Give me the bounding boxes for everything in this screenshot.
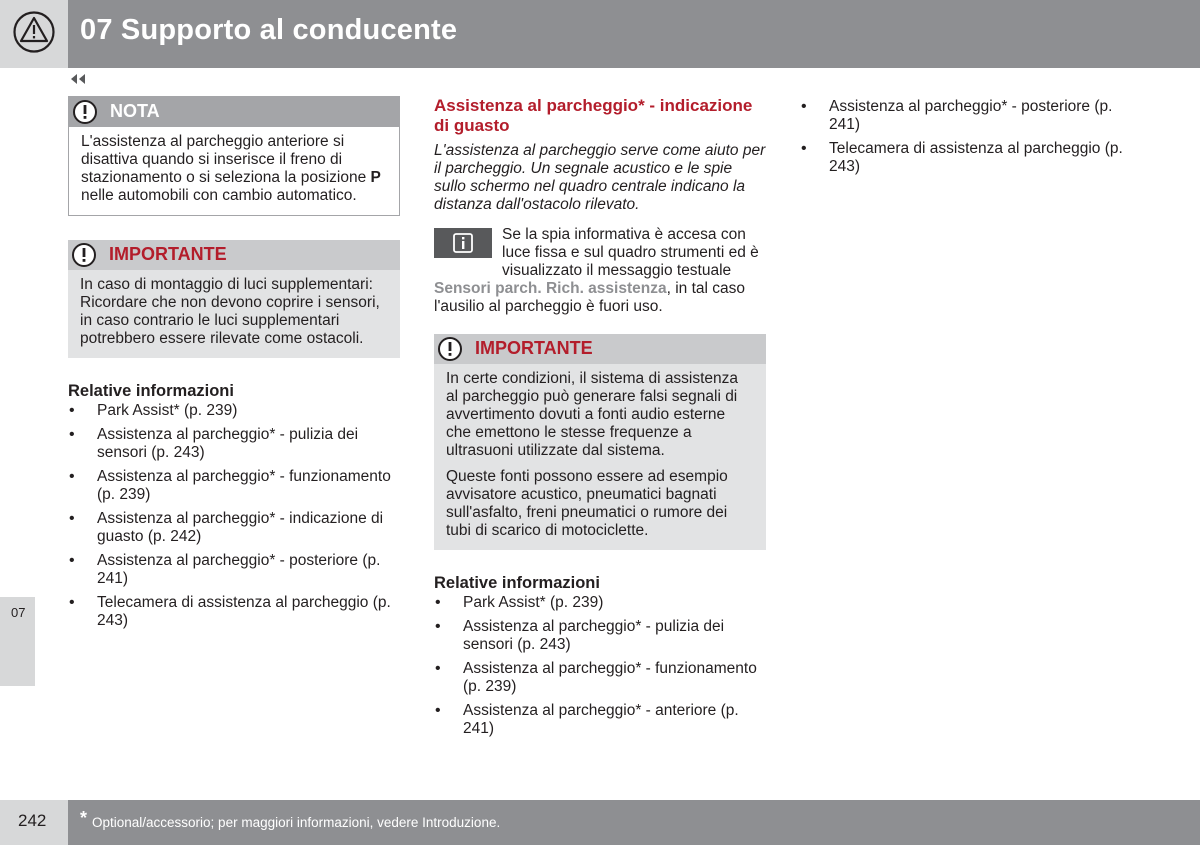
- section-title: Assistenza al parcheggio* - indicazione di guasto: [434, 96, 753, 135]
- info-row: [434, 226, 766, 280]
- related-info-title: Relative informazioni: [68, 382, 234, 400]
- important-box: [68, 240, 400, 358]
- important-box-2-para1: In certe condizioni, il sistema di assistenza al parcheggio può generare falsi segnali di avvertimento dovuti a fonti audio esterne che emettono le stesse frequenze a ultrasuoni utilizzate dal sistema.: [446, 370, 739, 459]
- double-chevron-left-icon[interactable]: [69, 73, 87, 85]
- related-link[interactable]: • Park Assist* (p. 239): [68, 402, 400, 420]
- warning-triangle-icon: [12, 10, 56, 54]
- note-text-pre: L'assistenza al parcheggio anteriore si disattiva quando si inserisce il freno di stazionamento o si seleziona la posizione: [81, 133, 371, 186]
- related-link[interactable]: • Assistenza al parcheggio* - indicazione di guasto (p. 242): [68, 510, 400, 546]
- important-box-label: IMPORTANTE: [109, 244, 227, 264]
- note-text-bold: P: [370, 169, 381, 186]
- important-box-2-header: [434, 334, 766, 364]
- note-box: [68, 96, 400, 216]
- information-icon: [434, 228, 492, 258]
- chapter-tab[interactable]: [0, 597, 35, 686]
- related-info-list: [68, 402, 400, 630]
- note-box-header: [69, 97, 399, 127]
- related-info-list-2: [434, 594, 766, 738]
- menu-text-paragraph: [434, 280, 766, 316]
- after-menu-text: , in tal caso l'ausilio al parcheggio è fuori uso.: [434, 280, 745, 315]
- related-info-title-2: Relative informazioni: [434, 574, 600, 592]
- important-box-body: [68, 270, 400, 358]
- related-link[interactable]: • Assistenza al parcheggio* - posteriore (p. 241): [68, 552, 400, 588]
- important-box-header: [68, 240, 400, 270]
- column-2: [434, 96, 766, 744]
- footnote-star: *: [80, 808, 88, 828]
- related-link[interactable]: • Assistenza al parcheggio* - funzionamento (p. 239): [434, 660, 766, 696]
- important-box-2-para2: Queste fonti possono essere ad esempio avvisatore acustico, pneumatici bagnati sull'asfalto, freni pneumatici o rumore dei tubi di scarico di motociclette.: [446, 468, 728, 539]
- footnote-text: Optional/accessorio; per maggiori informazioni, vedere Introduzione.: [92, 815, 501, 830]
- related-info-list-3: [800, 98, 1140, 176]
- note-text-post: nelle automobili con cambio automatico.: [81, 187, 357, 204]
- note-box-body: [69, 127, 399, 215]
- info-text: Se la spia informativa è accesa con luce fissa e sul quadro strumenti ed è visualizzato il messaggio testuale: [502, 226, 759, 279]
- related-link[interactable]: • Assistenza al parcheggio* - pulizia dei sensori (p. 243): [434, 618, 766, 654]
- exclamation-circle-icon: [437, 336, 463, 362]
- related-link[interactable]: • Telecamera di assistenza al parcheggio (p. 243): [68, 594, 400, 630]
- section-intro: L'assistenza al parcheggio serve come aiuto per il parcheggio. Un segnale acustico e le spie sullo schermo nel quadro centrale indicano la distanza dall'ostacolo rilevato.: [434, 142, 766, 213]
- page-number: 242: [18, 811, 47, 830]
- column-3: [800, 96, 1140, 182]
- column-1: [68, 96, 400, 636]
- related-link[interactable]: • Assistenza al parcheggio* - posteriore (p. 241): [800, 98, 1140, 134]
- related-link[interactable]: • Park Assist* (p. 239): [434, 594, 766, 612]
- note-box-label: NOTA: [110, 101, 160, 121]
- exclamation-circle-icon: [71, 242, 97, 268]
- page-title: 07 Supporto al conducente: [80, 14, 458, 46]
- page-number-box: [0, 800, 68, 845]
- important-box-2-body: [434, 364, 766, 550]
- note-box-text: [81, 133, 387, 205]
- related-link[interactable]: • Assistenza al parcheggio* - pulizia dei sensori (p. 243): [68, 426, 400, 462]
- important-box-text: In caso di montaggio di luci supplementari: Ricordare che non devono coprire i sensori, in caso contrario le luci supplementari potrebbero essere rilevate come ostacoli.: [80, 276, 380, 347]
- chapter-tab-label: 07: [11, 605, 26, 620]
- header-icon-area: [0, 0, 68, 68]
- display-message-text: Sensori parch. Rich. assistenza: [434, 280, 667, 297]
- important-box-2-label: IMPORTANTE: [475, 338, 593, 358]
- related-link[interactable]: • Assistenza al parcheggio* - funzionamento (p. 239): [68, 468, 400, 504]
- important-box-2: [434, 334, 766, 550]
- related-link[interactable]: • Assistenza al parcheggio* - anteriore (p. 241): [434, 702, 766, 738]
- exclamation-circle-icon: [72, 99, 98, 125]
- related-link[interactable]: • Telecamera di assistenza al parcheggio (p. 243): [800, 140, 1140, 176]
